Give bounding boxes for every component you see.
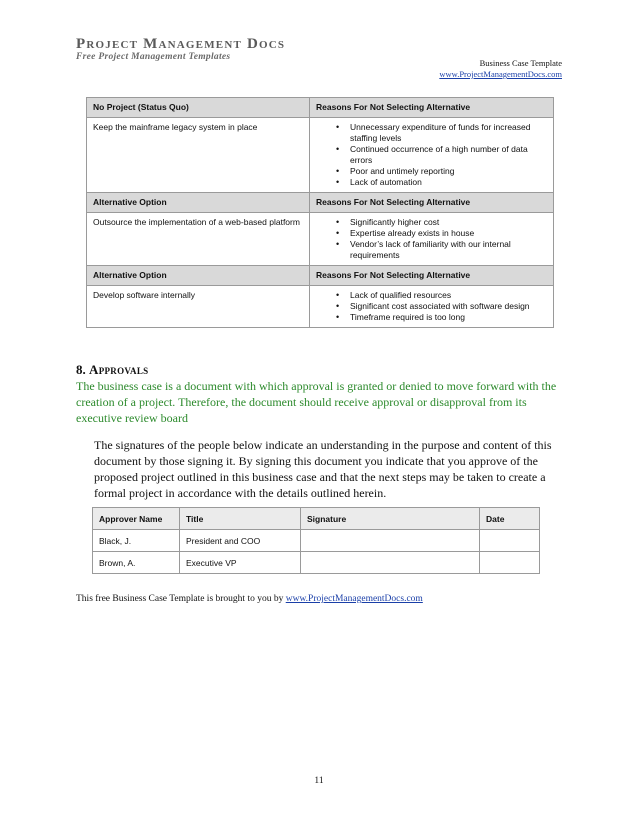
list-item: • Timeframe required is too long bbox=[336, 312, 547, 323]
table-header-row bbox=[87, 266, 554, 286]
section-intro: The business case is a document with which approval is granted or denied to move forward with the creation of a project. Therefore, the document should receive approval or disapproval from its executive review board bbox=[76, 379, 557, 425]
option-description: Develop software internally bbox=[87, 286, 310, 328]
list-item: • Continued occurrence of a high number of data errors bbox=[336, 144, 547, 166]
table-header-row bbox=[87, 193, 554, 213]
list-item: • Lack of automation bbox=[336, 177, 547, 188]
reasons-cell bbox=[310, 118, 554, 193]
list-item: • Significantly higher cost bbox=[336, 217, 547, 228]
approver-title: Executive VP bbox=[180, 552, 301, 574]
table-row bbox=[93, 552, 540, 574]
approver-name: Black, J. bbox=[93, 530, 180, 552]
table-header-row bbox=[87, 98, 554, 118]
option-header: No Project (Status Quo) bbox=[87, 98, 310, 118]
header-title: Title bbox=[180, 508, 301, 530]
header-approver-name: Approver Name bbox=[93, 508, 180, 530]
approvals-table bbox=[92, 507, 540, 574]
reasons-list bbox=[316, 290, 547, 323]
reasons-list bbox=[316, 122, 547, 188]
table-row bbox=[87, 118, 554, 193]
reasons-cell bbox=[310, 286, 554, 328]
list-item: • Expertise already exists in house bbox=[336, 228, 547, 239]
section-heading bbox=[76, 362, 148, 378]
table-row bbox=[93, 530, 540, 552]
reasons-header: Reasons For Not Selecting Alternative bbox=[310, 98, 554, 118]
footer-note-text: This free Business Case Template is brought to you by bbox=[76, 594, 284, 604]
approver-title: President and COO bbox=[180, 530, 301, 552]
table-header-row bbox=[93, 508, 540, 530]
reasons-cell bbox=[310, 213, 554, 266]
alternatives-table bbox=[86, 97, 554, 328]
option-description: Keep the mainframe legacy system in place bbox=[87, 118, 310, 193]
date-cell[interactable] bbox=[480, 530, 540, 552]
signature-cell[interactable] bbox=[301, 530, 480, 552]
footer-link[interactable]: www.ProjectManagementDocs.com bbox=[285, 594, 423, 604]
reasons-header: Reasons For Not Selecting Alternative bbox=[310, 193, 554, 213]
reasons-list bbox=[316, 217, 547, 261]
document-header bbox=[439, 58, 562, 80]
logo-title: Project Management Docs bbox=[76, 36, 286, 52]
header-signature: Signature bbox=[301, 508, 480, 530]
table-row bbox=[87, 213, 554, 266]
document-title: Business Case Template bbox=[479, 58, 562, 68]
page-number: 11 bbox=[314, 776, 324, 786]
list-item: • Poor and untimely reporting bbox=[336, 166, 547, 177]
list-item: • Unnecessary expenditure of funds for increased staffing levels bbox=[336, 122, 547, 144]
date-cell[interactable] bbox=[480, 552, 540, 574]
list-item: • Vendor’s lack of familiarity with our internal requirements bbox=[336, 239, 547, 261]
option-header: Alternative Option bbox=[87, 266, 310, 286]
section-body: The signatures of the people below indicate an understanding in the purpose and content of this document by those signing it. By signing this document you indicate that you approve of the proposed project outlined in this business case and that the next steps may be taken to create a formal project in accordance with the details outlined herein. bbox=[94, 438, 552, 500]
option-header: Alternative Option bbox=[87, 193, 310, 213]
list-item: • Lack of qualified resources bbox=[336, 290, 547, 301]
option-description: Outsource the implementation of a web-based platform bbox=[87, 213, 310, 266]
approver-name: Brown, A. bbox=[93, 552, 180, 574]
reasons-header: Reasons For Not Selecting Alternative bbox=[310, 266, 554, 286]
section-number: 8. bbox=[76, 362, 86, 377]
header-date: Date bbox=[480, 508, 540, 530]
table-row bbox=[87, 286, 554, 328]
logo bbox=[76, 36, 286, 63]
list-item: • Significant cost associated with software design bbox=[336, 301, 547, 312]
signature-cell[interactable] bbox=[301, 552, 480, 574]
logo-subtitle: Free Project Management Templates bbox=[76, 52, 231, 62]
section-title: Approvals bbox=[89, 362, 149, 377]
header-url-link[interactable]: www.ProjectManagementDocs.com bbox=[439, 69, 562, 79]
footer-note bbox=[76, 594, 423, 604]
